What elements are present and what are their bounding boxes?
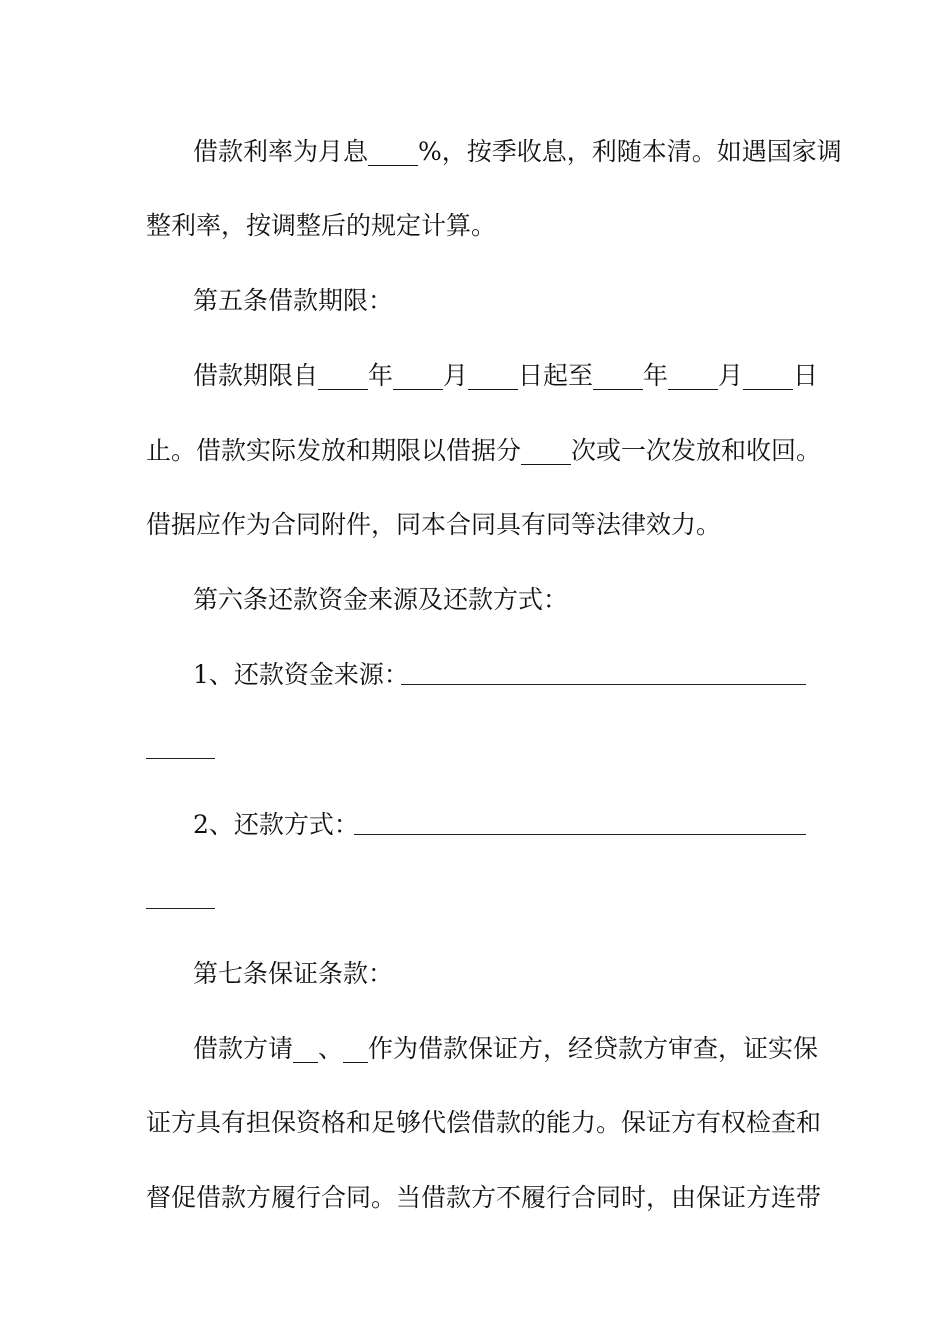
paragraph-loan-term-cont: 止。借款实际发放和期限以借据分____次或一次发放和收回。 xyxy=(146,436,822,465)
repayment-source-blank-line-cont xyxy=(146,758,215,759)
item-repayment-source: 1、还款资金来源： xyxy=(193,660,409,689)
paragraph-guarantee-cont: 证方具有担保资格和足够代偿借款的能力。保证方有权检查和 xyxy=(146,1108,822,1137)
repayment-source-blank-line xyxy=(401,684,806,685)
paragraph-guarantee-cont-2: 督促借款方履行合同。当借款方不履行合同时，由保证方连带 xyxy=(146,1183,822,1212)
paragraph-loan-term: 借款期限自____年____月____日起至____年____月____日 xyxy=(193,361,819,390)
repayment-method-blank-line xyxy=(354,834,806,835)
heading-article-5: 第五条借款期限： xyxy=(193,286,394,315)
heading-article-7: 第七条保证条款： xyxy=(193,959,394,988)
heading-article-6: 第六条还款资金来源及还款方式： xyxy=(193,585,569,614)
item-repayment-method: 2、还款方式： xyxy=(193,810,359,839)
paragraph-interest-rate-cont: 整利率，按调整后的规定计算。 xyxy=(146,211,497,240)
paragraph-guarantee: 借款方请__、__作为借款保证方，经贷款方审查，证实保 xyxy=(193,1034,819,1063)
paragraph-loan-term-cont-2: 借据应作为合同附件，同本合同具有同等法律效力。 xyxy=(146,510,722,539)
repayment-method-blank-line-cont xyxy=(146,908,215,909)
paragraph-interest-rate: 借款利率为月息____%，按季收息，利随本清。如遇国家调 xyxy=(193,137,842,166)
